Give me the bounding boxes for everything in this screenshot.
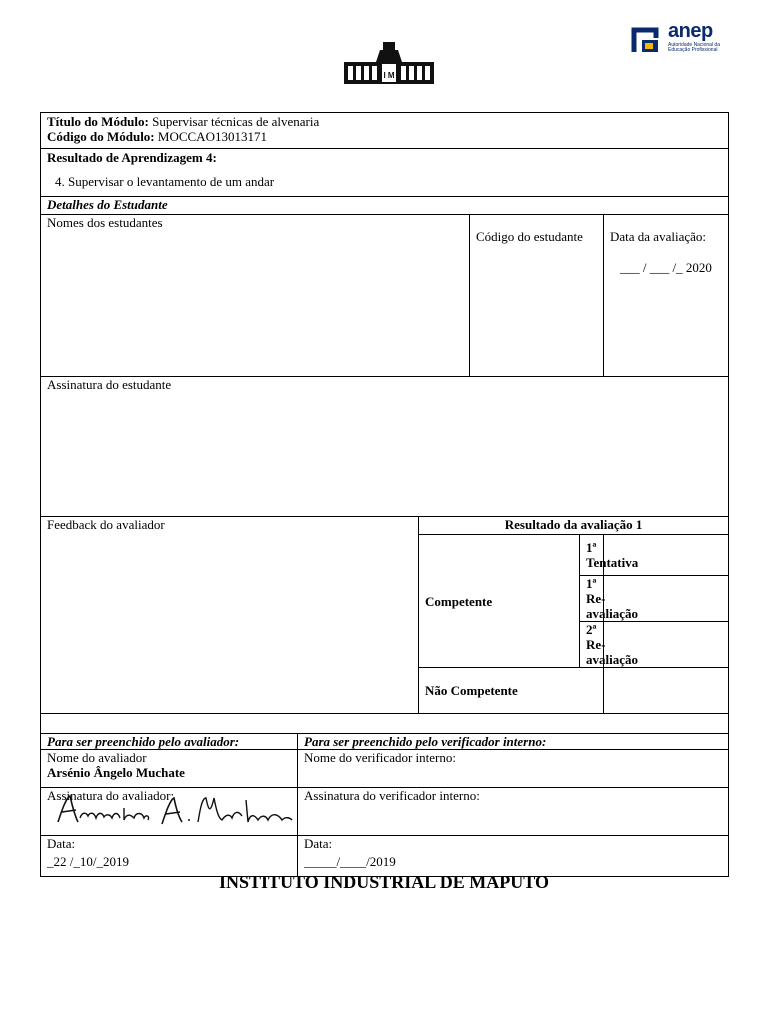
anep-logo — [630, 22, 734, 58]
assessor-feedback-cell[interactable] — [41, 517, 419, 714]
not-competent-box[interactable] — [604, 668, 729, 714]
assessment-result-title: Resultado da avaliação 1 — [419, 517, 729, 535]
verifier-date-label: Data: — [304, 836, 333, 851]
spacer-row — [41, 714, 729, 734]
verifier-signature-cell[interactable] — [298, 788, 729, 836]
not-competent-label: Não Competente — [419, 668, 604, 714]
verifier-signature-label: Assinatura do verificador interno: — [304, 788, 480, 803]
module-title-value: Supervisar técnicas de alvenaria — [148, 114, 320, 129]
reassessment-1-label: 1ª Re-avaliação — [580, 576, 604, 622]
student-signature-label: Assinatura do estudante — [47, 377, 172, 392]
verifier-section-label: Para ser preenchido pelo verificador interno: — [298, 734, 729, 750]
assessor-section-label: Para ser preenchido pelo avaliador: — [41, 734, 298, 750]
assessor-handwritten-signature — [50, 790, 300, 830]
student-names-cell[interactable] — [41, 215, 470, 377]
student-code-cell[interactable] — [470, 215, 604, 377]
assessor-feedback-label: Feedback do avaliador — [47, 517, 165, 532]
module-code-label: Código do Módulo: — [47, 129, 155, 144]
institute-logo-letters: I M — [383, 71, 395, 80]
assessor-date-label: Data: — [47, 836, 76, 851]
learning-outcome-label: Resultado de Aprendizagem 4: — [47, 150, 217, 165]
anep-logo-name: anep — [668, 20, 713, 42]
assessor-date-cell[interactable] — [41, 836, 298, 877]
assessor-name-value: Arsénio Ângelo Muchate — [47, 765, 185, 780]
assessor-signature-label: Assinatura do avaliador: — [47, 788, 175, 803]
assessor-name-cell[interactable] — [41, 750, 298, 788]
verifier-date-cell[interactable] — [298, 836, 729, 877]
module-title-label: Título do Módulo: — [47, 114, 149, 129]
verifier-name-label: Nome do verificador interno: — [304, 750, 456, 765]
institute-logo — [342, 40, 436, 86]
institution-name: INSTITUTO INDUSTRIAL DE MAPUTO — [219, 872, 549, 892]
learning-outcome-value: 4. Supervisar o levantamento de um andar — [55, 174, 275, 189]
assessment-date-label: Data da avaliação: — [610, 229, 706, 244]
assessor-date-value: _22 /_10/_2019 — [47, 854, 129, 869]
student-code-label: Código do estudante — [476, 229, 583, 244]
attempt-1-label: 1ª Tentativa — [580, 535, 604, 576]
verifier-date-value: _____/____/2019 — [304, 854, 396, 869]
reassessment-2-label: 2ª Re-avaliação — [580, 622, 604, 668]
module-code-value: MOCCAO13013171 — [154, 129, 267, 144]
student-details-title: Detalhes do Estudante — [41, 197, 729, 215]
competent-label: Competente — [419, 535, 580, 668]
learning-outcome-cell — [41, 149, 729, 197]
student-names-label: Nomes dos estudantes — [47, 215, 163, 230]
student-signature-cell[interactable] — [41, 377, 729, 517]
assessment-date-value: ___ / ___ /_ 2020 — [620, 260, 712, 275]
anep-logo-subtitle: Autoridade Nacional da Educação Profissional — [668, 42, 720, 53]
verifier-name-cell[interactable] — [298, 750, 729, 788]
assessment-form — [40, 112, 729, 877]
assessor-name-label: Nome do avaliador — [47, 750, 147, 765]
module-info-cell — [41, 113, 729, 149]
assessment-date-cell[interactable] — [604, 215, 729, 377]
